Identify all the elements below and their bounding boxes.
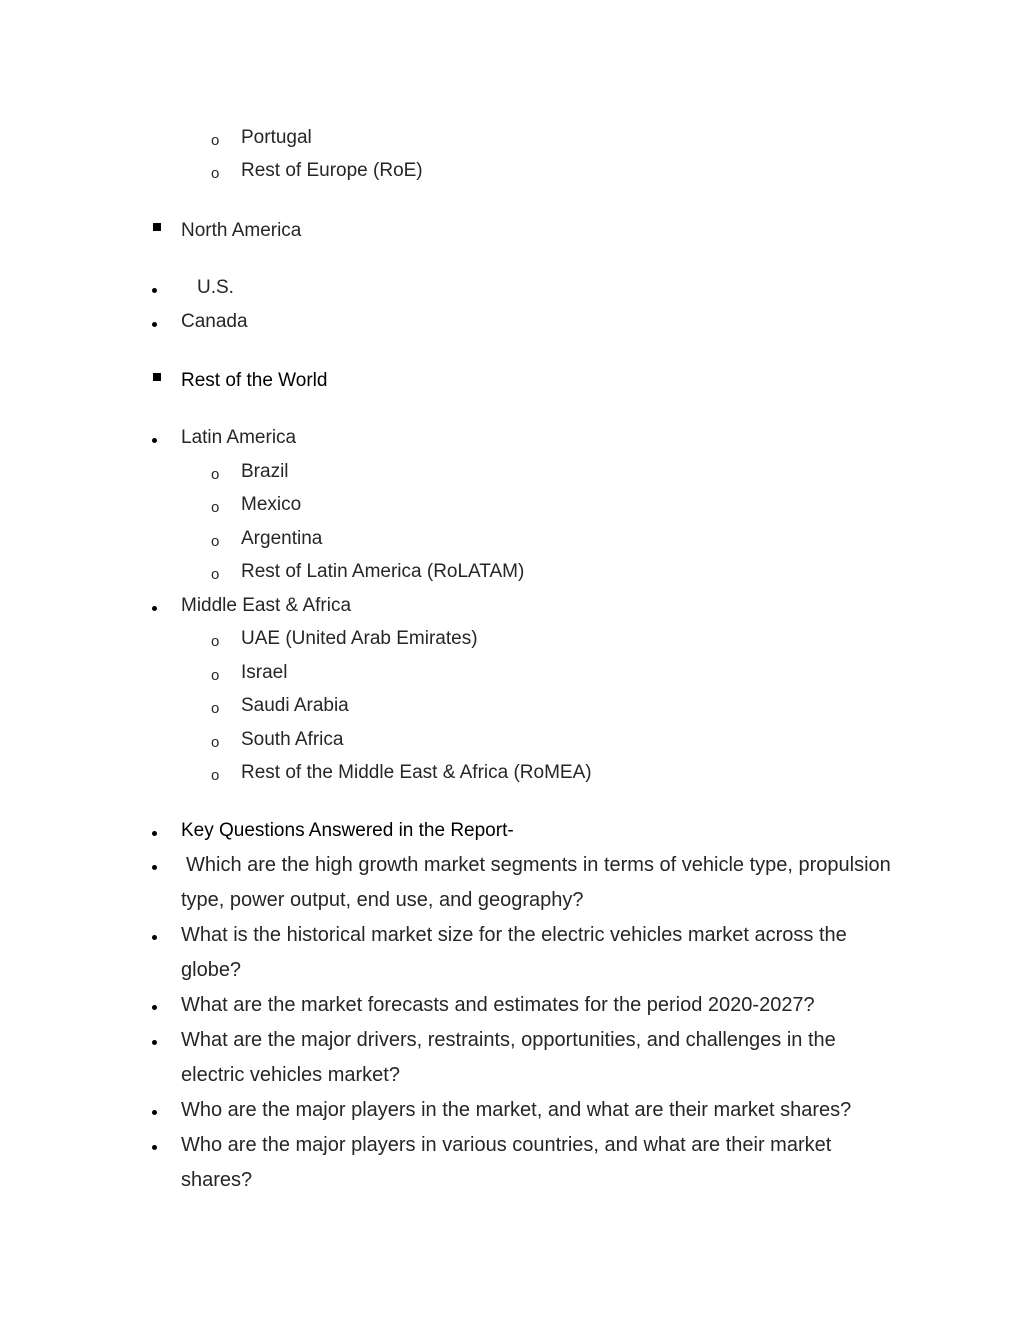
list-marker-bullet — [152, 831, 157, 836]
section-marker-square — [153, 223, 161, 231]
question-text: shares? — [181, 1169, 253, 1191]
list-marker-bullet — [152, 288, 157, 293]
list-item-rest-of-latin-america: Rest of Latin America (RoLATAM) — [241, 561, 525, 582]
question-text: globe? — [181, 959, 242, 981]
question-text: What are the market forecasts and estimates for the period 2020-2027? — [181, 994, 815, 1016]
list-marker-bullet — [152, 865, 157, 870]
list-item-rest-of-mea: Rest of the Middle East & Africa (RoMEA) — [241, 762, 592, 783]
question-text: electric vehicles market? — [181, 1064, 400, 1086]
list-marker-circle: o — [211, 734, 220, 751]
list-item-saudi-arabia: Saudi Arabia — [241, 695, 349, 716]
question-text: What is the historical market size for the electric vehicles market across the — [181, 924, 847, 946]
list-marker-bullet — [152, 1040, 157, 1045]
section-heading-north-america: North America — [181, 220, 302, 241]
list-item-rest-of-europe: Rest of Europe (RoE) — [241, 160, 423, 181]
list-marker-circle: o — [211, 667, 220, 684]
list-marker-bullet — [152, 322, 157, 327]
list-item-argentina: Argentina — [241, 528, 323, 549]
list-item-middle-east-africa: Middle East & Africa — [181, 595, 352, 616]
list-marker-bullet — [152, 935, 157, 940]
list-marker-bullet — [152, 1145, 157, 1150]
list-item-israel: Israel — [241, 662, 288, 683]
list-marker-circle: o — [211, 132, 220, 149]
list-marker-circle: o — [211, 700, 220, 717]
list-marker-bullet — [152, 438, 157, 443]
list-item-mexico: Mexico — [241, 494, 302, 515]
list-marker-circle: o — [211, 165, 220, 182]
question-text: Who are the major players in various countries, and what are their market — [181, 1134, 832, 1156]
list-item-us: U.S. — [197, 277, 234, 298]
question-text: type, power output, end use, and geography? — [181, 889, 584, 911]
list-marker-bullet — [152, 1005, 157, 1010]
key-questions-heading: Key Questions Answered in the Report- — [181, 820, 514, 841]
list-marker-circle: o — [211, 767, 220, 784]
list-item-brazil: Brazil — [241, 461, 289, 482]
section-heading-rest-of-the-world: Rest of the World — [181, 370, 328, 391]
list-marker-circle: o — [211, 533, 220, 550]
list-marker-circle: o — [211, 633, 220, 650]
list-item-canada: Canada — [181, 311, 248, 332]
list-marker-circle: o — [211, 466, 220, 483]
list-marker-bullet — [152, 1110, 157, 1115]
question-text: Which are the high growth market segments in terms of vehicle type, propulsion — [186, 854, 891, 876]
list-marker-circle: o — [211, 499, 220, 516]
list-item-portugal: Portugal — [241, 127, 312, 148]
section-marker-square — [153, 373, 161, 381]
list-item-south-africa: South Africa — [241, 729, 344, 750]
list-marker-circle: o — [211, 566, 220, 583]
list-marker-bullet — [152, 606, 157, 611]
list-item-latin-america: Latin America — [181, 427, 297, 448]
question-text: Who are the major players in the market, and what are their market shares? — [181, 1099, 852, 1121]
question-text: What are the major drivers, restraints, opportunities, and challenges in the — [181, 1029, 836, 1051]
list-item-uae: UAE (United Arab Emirates) — [241, 628, 478, 649]
